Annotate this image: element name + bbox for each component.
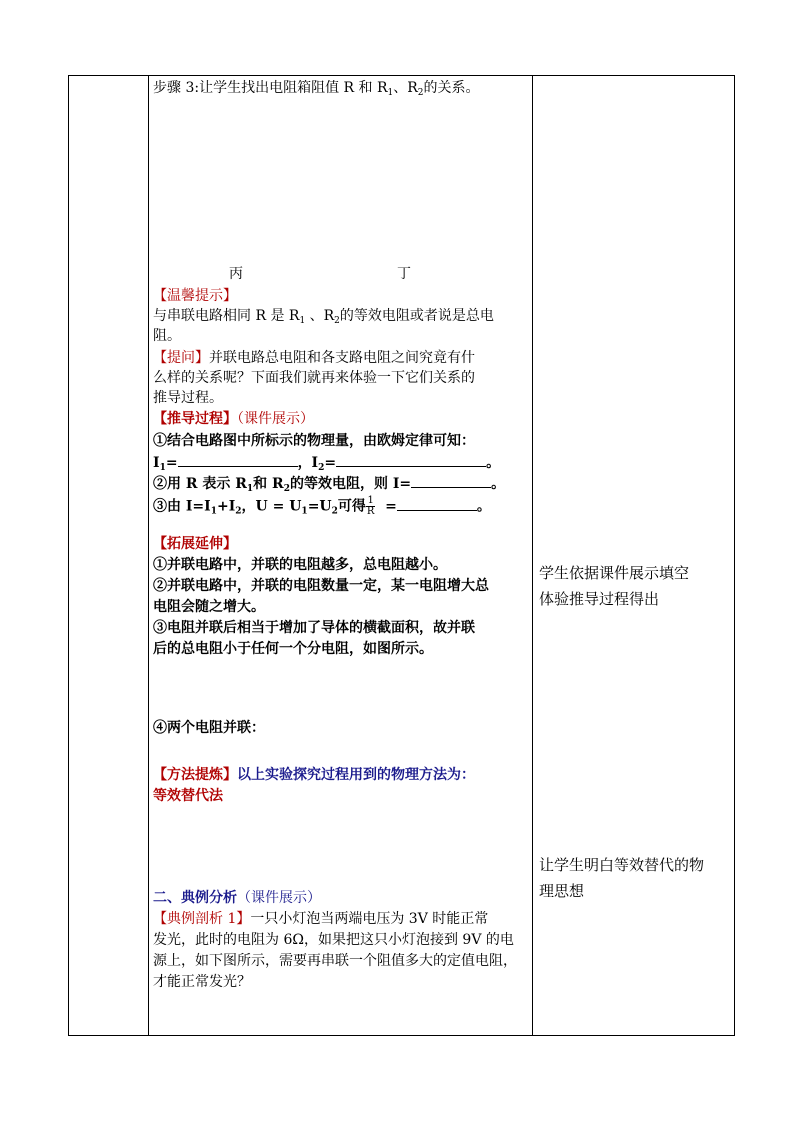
example-note: （课件展示） [237, 890, 321, 906]
question-line3: 推导过程。 [153, 390, 223, 406]
process-cell [149, 76, 532, 1035]
example-line3: 源上，如下图所示，需要再串联一个阻值多大的定值电阻， [153, 953, 517, 969]
method-line1: 【方法提炼】以上实验探究过程用到的物理方法为： [153, 767, 475, 783]
method-line2: 等效替代法 [153, 788, 223, 804]
right-note2-line2: 理思想 [539, 882, 585, 900]
extension-item2a: ②并联电路中，并联的电阻数量一定，某一电阻增大总 [153, 578, 489, 594]
example-line1: 【典例剖析 1】一只小灯泡当两端电压为 3V 时能正常 [153, 911, 489, 927]
lesson-table [68, 75, 735, 1036]
derivation-item1-fill: $I_1=$ ，$I_2=$ 。 [153, 455, 501, 473]
example-section-line [153, 888, 321, 908]
question-heading: 【提问】 [153, 350, 209, 366]
step3-text: 步骤 3:让学生找出电阻箱阻值 R 和 $R_1$、$R_2$的关系。 [153, 80, 480, 98]
figure-label-bing: 丙 [229, 266, 243, 282]
extension-item3a: ③电阻并联后相当于增加了导体的横截面积，故并联 [153, 620, 475, 636]
example-heading: 【典例剖析 1】 [153, 911, 251, 927]
derivation-heading-line [153, 409, 314, 429]
right-note1-line2: 体验推导过程得出 [539, 590, 660, 608]
method-heading: 【方法提炼】 [153, 767, 237, 783]
derivation-item1: ①结合电路图中所标示的物理量，由欧姆定律可知： [153, 433, 475, 449]
derivation-item2: ②用 R 表示 $R_1$和 $R_2$的等效电阻，则 I= 。 [153, 476, 506, 494]
derivation-note: （课件展示） [237, 411, 314, 427]
extension-item2b: 电阻会随之增大。 [153, 599, 265, 615]
derivation-heading: 【推导过程】 [153, 411, 237, 427]
right-note2-line1: 让学生明白等效替代的物 [539, 856, 705, 874]
extension-item3b: 后的总电阻小于任何一个分电阻，如图所示。 [153, 641, 433, 657]
example-section-title: 二、典例分析 [153, 890, 237, 906]
tip-line2: 阻。 [153, 328, 181, 344]
intent-cell [533, 76, 735, 1035]
example-line2: 发光，此时的电阻为 6Ω，如果把这只小灯泡接到 9V 的电 [153, 932, 514, 948]
right-note1-line1: 学生依据课件展示填空 [539, 564, 690, 582]
one-over-r-fraction: $\frac{1}{R}$ [366, 495, 375, 517]
extension-item1: ①并联电路中，并联的电阻越多，总电阻越小。 [153, 557, 447, 573]
example-line4: 才能正常发光？ [153, 974, 251, 990]
extension-heading: 【拓展延伸】 [153, 536, 237, 552]
tip-line1: 与串联电路相同 R 是 $R_1$ 、$R_2$的等效电阻或者说是总电 [153, 308, 494, 326]
question-line2: 么样的关系呢？下面我们就再来体验一下它们关系的 [153, 370, 475, 386]
extension-item4: ④两个电阻并联： [153, 720, 265, 736]
derivation-item3: ③由 $I=I_1+I_2$，$U = U_1=U_2$可得 $\frac{1}{R}$ = 。 [153, 495, 491, 517]
question-line1: 【提问】并联电路总电阻和各支路电阻之间究竟有什 [153, 350, 475, 366]
tip-heading: 【温馨提示】 [153, 288, 237, 304]
figure-label-ding: 丁 [397, 266, 411, 282]
